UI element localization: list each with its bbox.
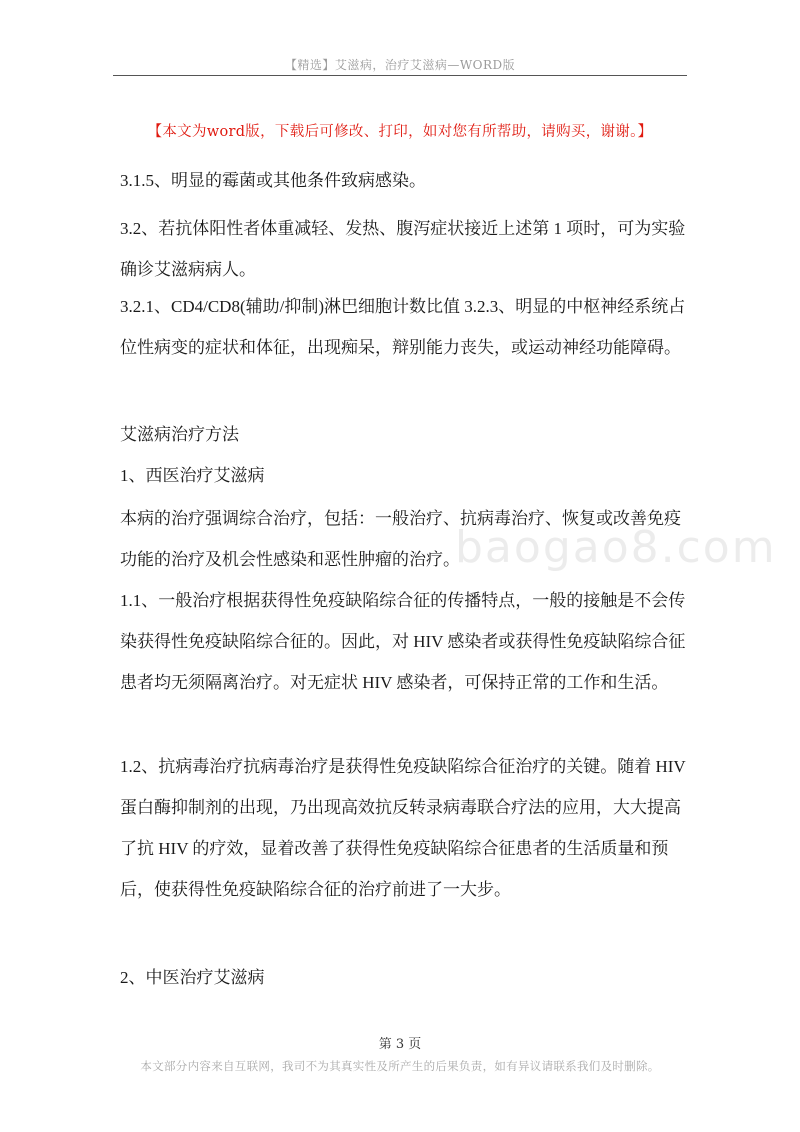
page-header-title: 【精选】艾滋病，治疗艾滋病—WORD版 (284, 58, 516, 72)
paragraph-1-2-antiviral-treatment: 1.2、抗病毒治疗抗病毒治疗是获得性免疫缺陷综合征治疗的关键。随着 HIV 蛋白酶抑制剂的出现，乃出现高效抗反转录病毒联合疗法的应用，大大提高了抗 HIV 的疗效，显着改善了获得性免疫缺陷综合征患者的生活质量和预后，使获得性免疫缺陷综合征的治疗前进了一大步。 (120, 757, 686, 899)
heading-chinese-medicine: 2、中医治疗艾滋病 (120, 968, 265, 987)
paragraph-combined-treatment: 本病的治疗强调综合治疗，包括：一般治疗、抗病毒治疗、恢复或改善免疫功能的治疗及机会性感染和恶性肿瘤的治疗。 (120, 509, 681, 569)
paragraph-3-2-1: 3.2.1、CD4/CD8(辅助/抑制)淋巴细胞计数比值 3.2.3、明显的中枢神经系统占位性病变的症状和体征，出现痴呆，辩别能力丧失，或运动神经功能障碍。 (120, 297, 686, 357)
paragraph-1-1-general-treatment: 1.1、一般治疗根据获得性免疫缺陷综合征的传播特点，一般的接触是不会传染获得性免疫缺陷综合征的。因此，对 HIV 感染者或获得性免疫缺陷综合征患者均无须隔离治疗。对无症状 HIV 感染者，可保持正常的工作和生活。 (120, 591, 686, 692)
word-version-notice: 【本文为word版，下载后可修改、打印，如对您有所帮助，请购买，谢谢。】 (147, 124, 653, 140)
heading-western-medicine: 1、西医治疗艾滋病 (120, 466, 265, 485)
paragraph-3-2: 3.2、若抗体阳性者体重减轻、发热、腹泻症状接近上述第 1 项时，可为实验确诊艾滋病病人。 (120, 219, 686, 279)
footer-disclaimer: 本文部分内容来自互联网，我司不为其真实性及所产生的后果负责，如有异议请联系我们及时删除。 (140, 1059, 660, 1073)
page-number: 第 3 页 (378, 1037, 422, 1052)
paragraph-3-1-5: 3.1.5、明显的霉菌或其他条件致病感染。 (120, 171, 426, 190)
watermark-text: baogao8.com (455, 522, 777, 573)
header-divider (113, 75, 687, 76)
section-heading-treatment: 艾滋病治疗方法 (120, 425, 239, 444)
